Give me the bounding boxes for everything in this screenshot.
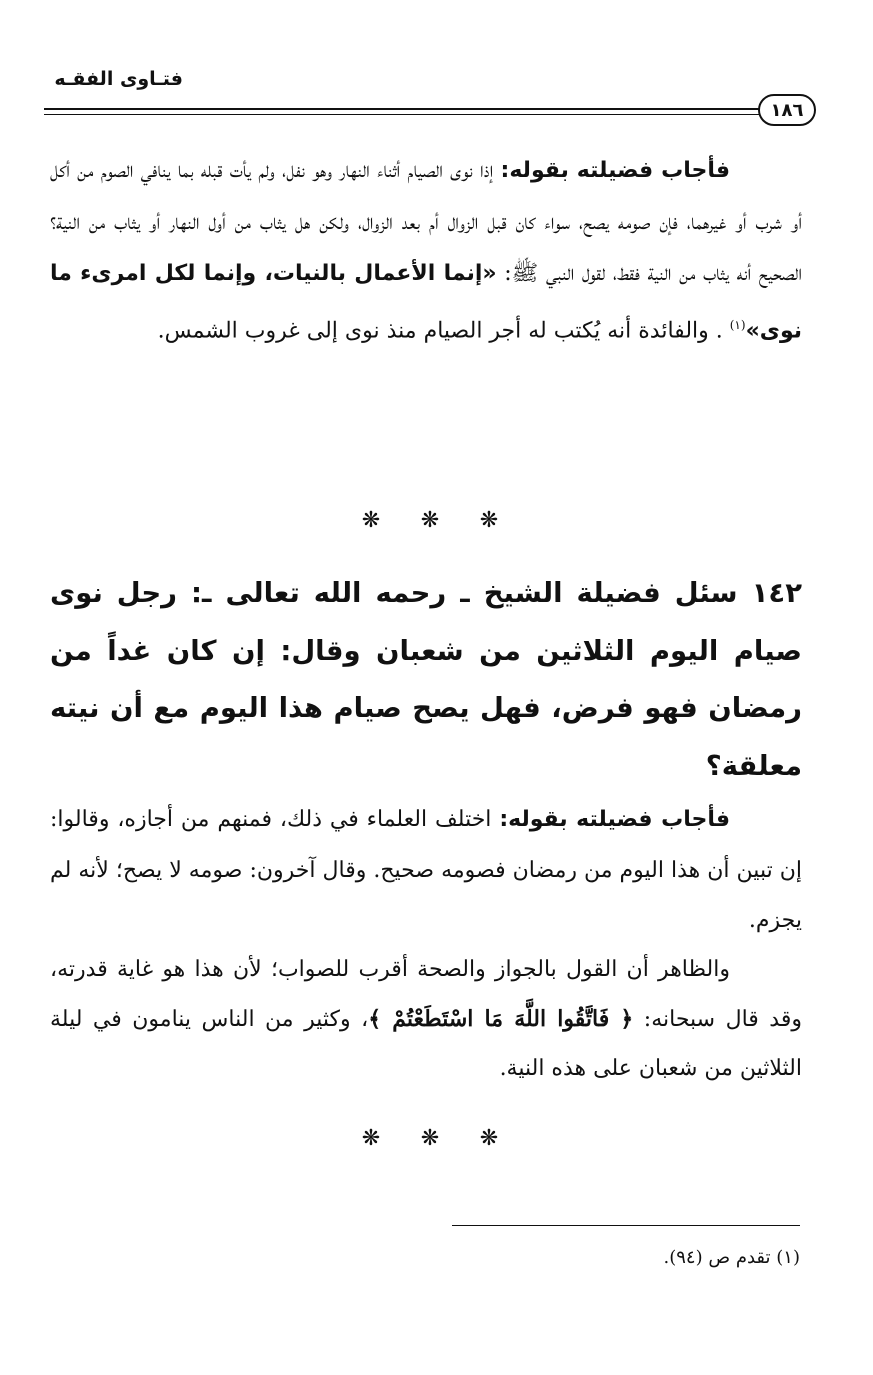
footnote: (١) تقدم ص (٩٤). bbox=[663, 1247, 800, 1268]
answer-lead: فأجاب فضيلته بقوله: bbox=[500, 158, 730, 183]
star-ornament-icon: ❋ bbox=[420, 1126, 440, 1151]
page-number: ١٨٦ bbox=[758, 94, 816, 126]
section-separator bbox=[360, 508, 500, 533]
footnote-rule bbox=[452, 1225, 800, 1226]
star-ornament-icon: ❋ bbox=[479, 508, 499, 533]
header-rule-thick bbox=[44, 108, 762, 110]
answer-text: إذا نوى الصيام أثناء النهار وهو نفل، ولم يأت قبله بما ينافي الصوم من أكل أو شرب أو غيرهما، فإن صومه يصح، سواء كان قبل الزوال أم بعد الزوال، ولكن هل يثاب من أول النهار أو يثاب من النية؟ الصحيح أنه يثاب من النية فقط، لقول النبي ﷺ: bbox=[50, 158, 802, 286]
star-ornament-icon: ❋ bbox=[479, 1126, 499, 1151]
question-heading: ١٤٢ سئل فضيلة الشيخ ـ رحمه الله تعالى ـ: رجل نوى صيام اليوم الثلاثين من شعبان وقال: إن كان غداً من رمضان فهو فرض، فهل يصح صيام هذا اليوم مع أن نيته معلقة؟ bbox=[50, 577, 802, 782]
running-title: فتـاوى الفقـه bbox=[54, 68, 183, 90]
answer-paragraph-2 bbox=[50, 795, 802, 947]
star-ornament-icon: ❋ bbox=[361, 1126, 381, 1151]
answer-text-end: ، وكثير من الناس ينامون في ليلة الثلاثين من شعبان على هذه النية. bbox=[50, 1006, 802, 1081]
answer-text: والظاهر أن القول بالجواز والصحة أقرب للصواب؛ لأن هذا هو غاية قدرته، وقد قال سبحانه: bbox=[50, 957, 802, 1032]
answer-lead: فأجاب فضيلته بقوله: bbox=[499, 807, 730, 832]
quran-verse: ﴿ فَاتَّقُوا اللَّهَ مَا اسْتَطَعْتُمْ ﴾ bbox=[368, 1005, 634, 1032]
hadith-quote: «إنما الأعمال بالنيات، وإنما لكل امرىء ما نوى» bbox=[50, 261, 802, 343]
answer-paragraph-1 bbox=[50, 145, 802, 356]
answer-text: اختلف العلماء في ذلك، فمنهم من أجازه، وقالوا: إن تبين أن هذا اليوم من رمضان فصومه صحيح. وقال آخرون: صومه لا يصح؛ لأنه لم يجزم. bbox=[50, 807, 802, 933]
star-ornament-icon: ❋ bbox=[420, 508, 440, 533]
answer-text-end: . والفائدة أنه يُكتب له أجر الصيام منذ نوى إلى غروب الشمس. bbox=[157, 317, 730, 343]
star-ornament-icon: ❋ bbox=[361, 508, 381, 533]
header-rule-thin bbox=[44, 114, 762, 115]
section-separator bbox=[360, 1126, 500, 1151]
footnote-marker[interactable]: (١) bbox=[729, 317, 746, 332]
answer-paragraph-3 bbox=[50, 945, 802, 1094]
